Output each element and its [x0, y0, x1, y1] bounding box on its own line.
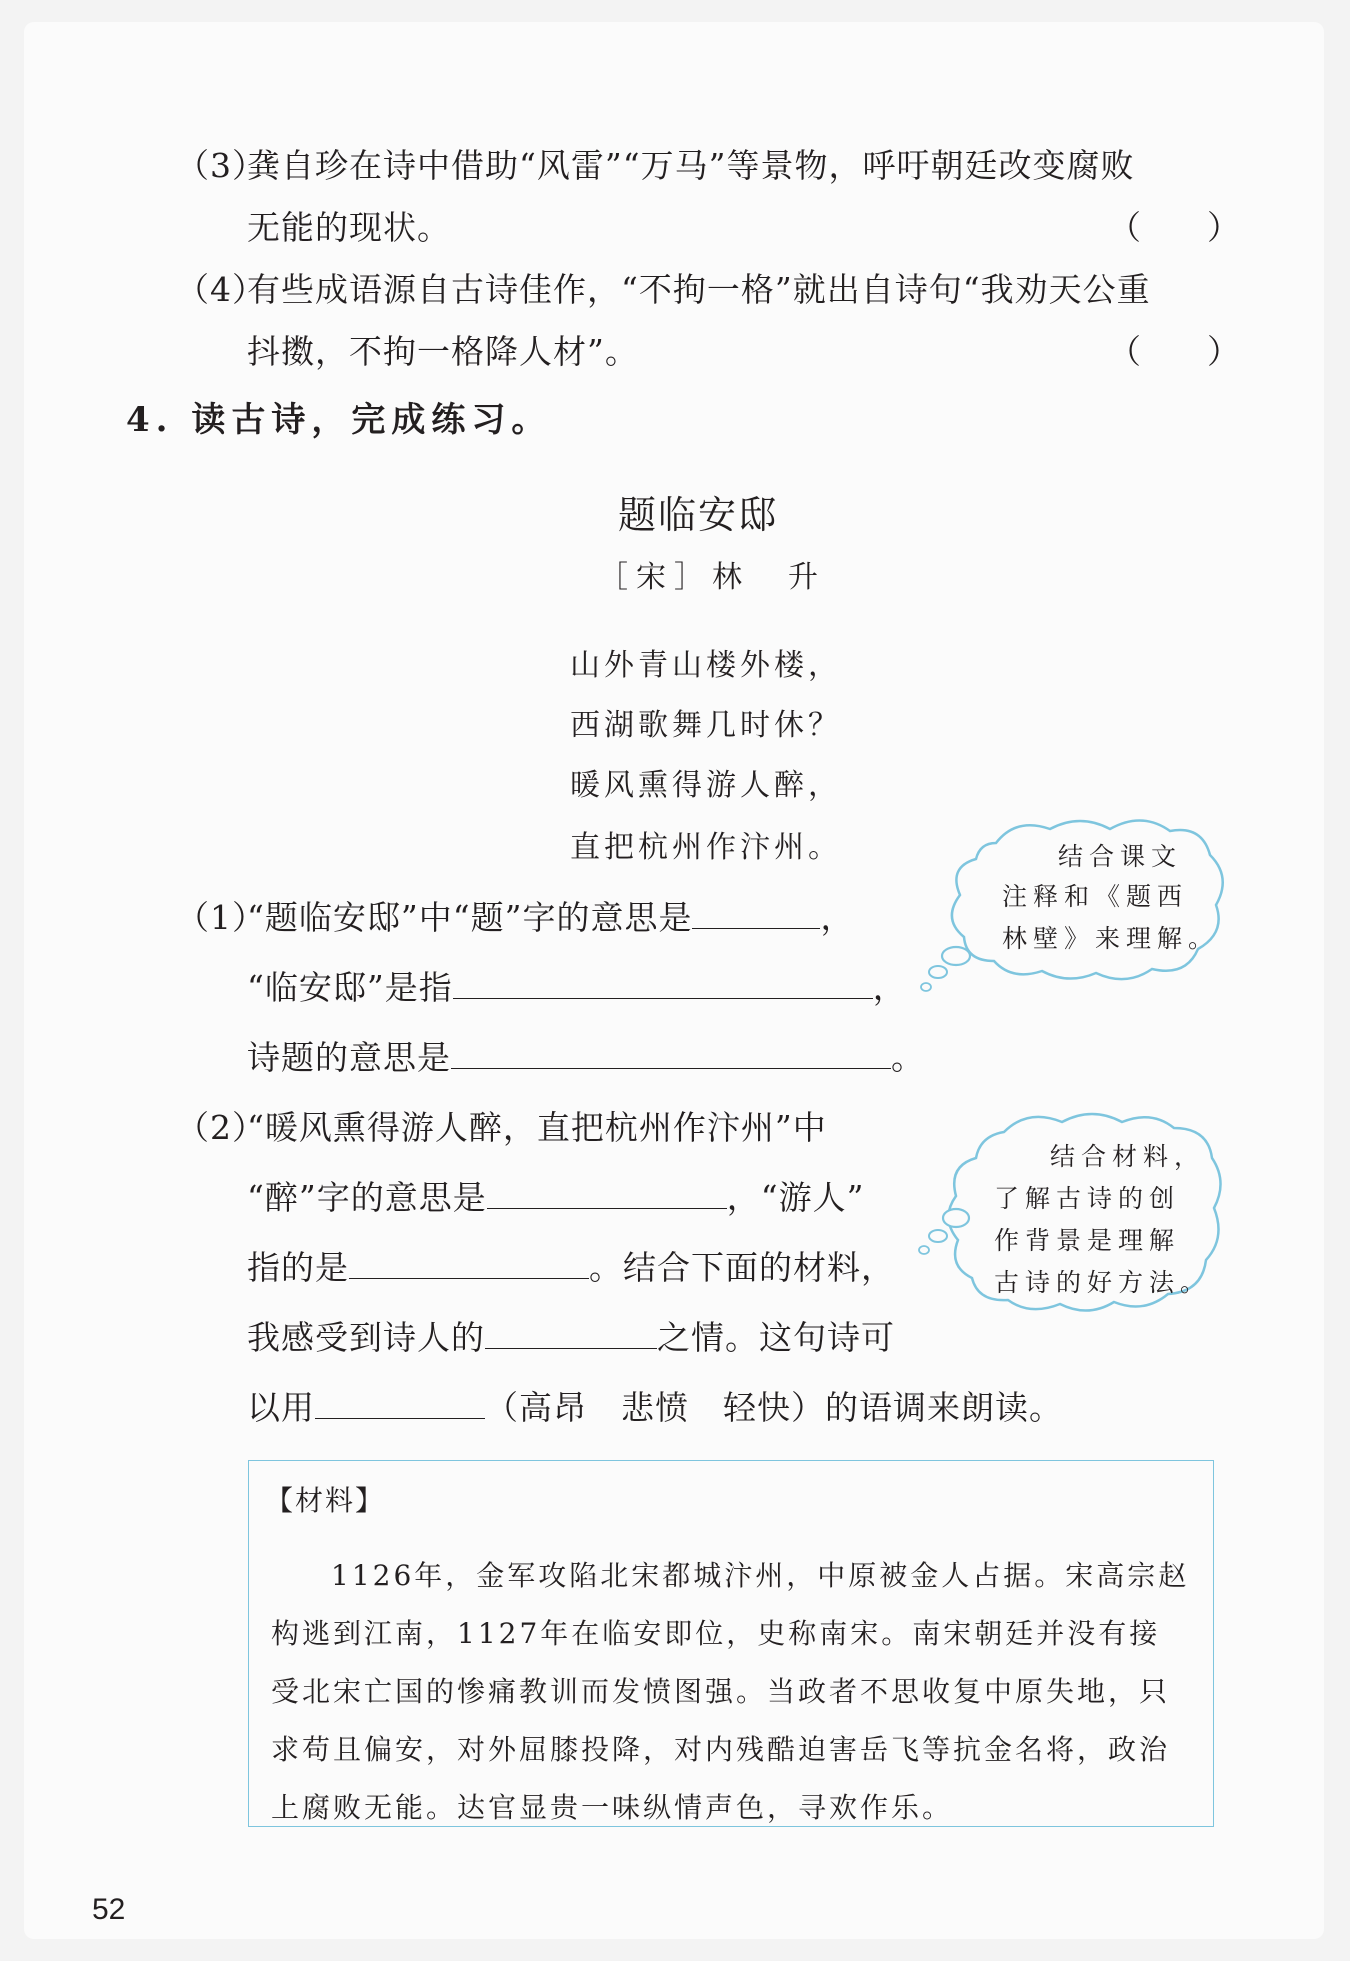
q2-prompt-4b: 之情。这句诗可	[657, 1318, 895, 1357]
q2-line5	[247, 1382, 1063, 1429]
q2-line2	[247, 1172, 865, 1219]
item-3-text-line1: 龚自珍在诗中借助“风雷”“万马”等景物，呼吁朝廷改变腐败	[247, 146, 1135, 185]
item-4-text-line2: 抖擞，不拘一格降人材”。	[247, 332, 639, 371]
q2-prompt-5a: 以用	[247, 1388, 315, 1427]
item-3-answer-parens[interactable]: （ ）	[1108, 208, 1240, 247]
section-4-heading: 4. 读古诗，完成练习。	[126, 400, 552, 440]
page-number: 52	[92, 1893, 126, 1926]
bubble-1-line: 林壁》来理解。	[1002, 924, 1220, 953]
material-box	[248, 1460, 1214, 1827]
q2-prompt-5b: （高昂 悲愤 轻快）的语调来朗读。	[485, 1388, 1063, 1427]
q1-sep-3: 。	[891, 1038, 925, 1077]
q1-prompt-1: “题临安邸”中“题”字的意思是	[247, 898, 693, 937]
q2-prompt-3a: 指的是	[247, 1248, 349, 1287]
q1-prompt-3: 诗题的意思是	[247, 1038, 451, 1077]
q2-number: （2）	[176, 1108, 266, 1147]
poem-line: 山外青山楼外楼，	[570, 648, 842, 683]
bubble-2-line: 结合材料，	[1050, 1142, 1206, 1171]
bubble-1-line: 结合课文	[1058, 842, 1183, 871]
item-4-answer-parens[interactable]: （ ）	[1108, 332, 1240, 371]
q1-sep-2: ，	[872, 968, 907, 1007]
bubble-2-line: 了解古诗的创	[994, 1184, 1181, 1213]
q2-prompt-2a: “醉”字的意思是	[247, 1178, 487, 1217]
q1-blank-2[interactable]	[453, 968, 873, 999]
poem-author: ［宋］林 升	[598, 560, 826, 595]
bubble-1-line: 注释和《题西	[1002, 882, 1189, 911]
material-text: 1126年，金军攻陷北宋都城汴州，中原被金人占据。宋高宗赵构逃到江南，1127年在临安即位，史称南宋。南宋朝廷并没有接受北宋亡国的惨痛教训而发愤图强。当政者不思收复中原失地，只求苟且偏安，对外屈膝投降，对内残酷迫害岳飞等抗金名将，政治上腐败无能。达官显贵一味纵情声色，寻欢作乐。	[271, 1559, 1190, 1824]
q1-blank-3[interactable]	[451, 1038, 891, 1069]
poem-line: 暖风熏得游人醉，	[570, 768, 842, 803]
q2-prompt-4a: 我感受到诗人的	[247, 1318, 485, 1357]
item-4-text-line1: 有些成语源自古诗佳作，“不拘一格”就出自诗句“我劝天公重	[247, 270, 1151, 309]
poem-line: 西湖歌舞几时休？	[570, 708, 842, 743]
q1-sep-1: ，	[820, 898, 855, 937]
q2-prompt-3b: 。结合下面的材料，	[589, 1248, 895, 1287]
poem-title: 题临安邸	[618, 493, 779, 537]
item-3-number: （3）	[176, 146, 266, 185]
q2-blank-4[interactable]	[315, 1388, 485, 1419]
q1-line1	[247, 892, 854, 939]
item-4-number: （4）	[176, 270, 266, 309]
q2-blank-2[interactable]	[349, 1248, 589, 1279]
material-label: 【材料】	[265, 1484, 386, 1517]
q2-blank-1[interactable]	[487, 1178, 727, 1209]
q2-line1: “暖风熏得游人醉，直把杭州作汴州”中	[247, 1108, 827, 1147]
q1-number: （1）	[176, 898, 266, 937]
q2-prompt-2b: ，“游人”	[726, 1178, 865, 1217]
q2-line4	[247, 1312, 895, 1359]
bubble-2-line: 古诗的好方法。	[994, 1268, 1212, 1297]
q2-blank-3[interactable]	[485, 1318, 657, 1349]
q1-line2	[247, 962, 907, 1009]
bubble-2-line: 作背景是理解	[994, 1226, 1181, 1255]
q1-blank-1[interactable]	[692, 898, 820, 929]
poem-line: 直把杭州作汴州。	[570, 830, 842, 865]
q2-line3	[247, 1242, 895, 1289]
q1-line3	[247, 1032, 925, 1079]
item-3-text-line2: 无能的现状。	[247, 208, 451, 247]
q1-prompt-2: “临安邸”是指	[247, 968, 453, 1007]
